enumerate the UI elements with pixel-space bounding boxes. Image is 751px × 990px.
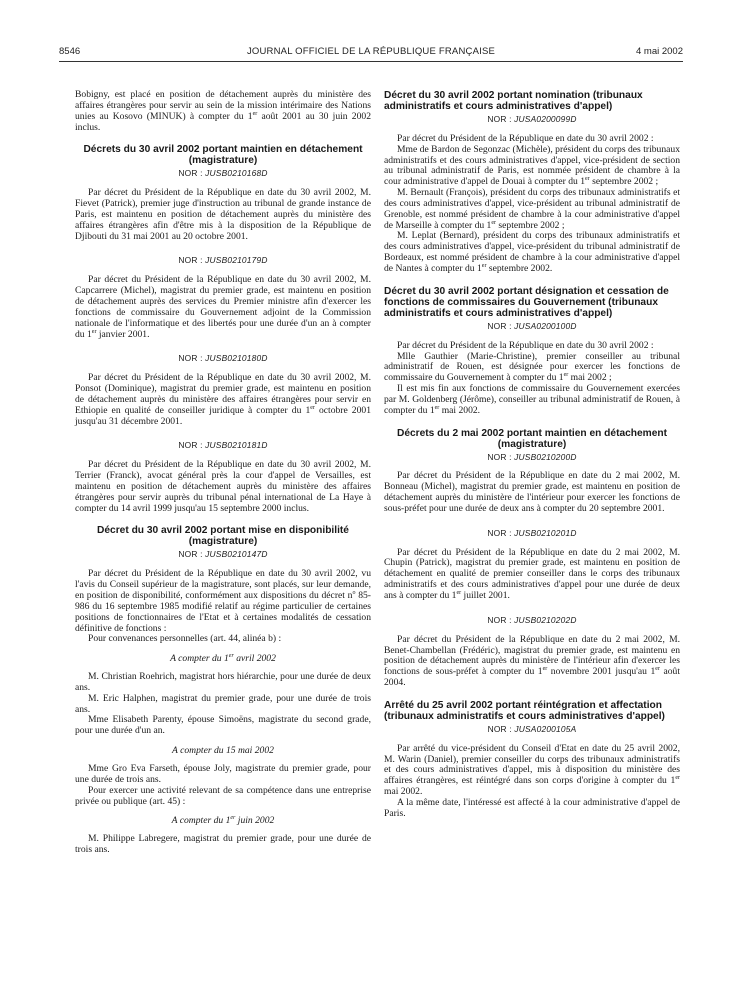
date-subheading: A compter du 15 mai 2002 xyxy=(172,745,274,757)
nor-reference: NOR : JUSB0210200D xyxy=(487,451,577,462)
publication-date: 4 mai 2002 xyxy=(635,46,683,57)
decree-paragraph: Par décret du Président de la République en date du 30 avril 2002, vu l'avis du Conseil supérieur de la magistrature, sont placés, sur leur demande, en position de disponibilité, conformément aux dispositions du décret $n^o$ 85-986 du 16 septembre 1985 modifié relatif au régime particulier de certaines positions de fonctionnaires de l'Etat et à certaines modalités de cessation définitive de fonctions : xyxy=(75,568,371,634)
section-title-maintien-1: Décrets du 30 avril 2002 portant maintien en détachement (magistrature) xyxy=(83,144,363,167)
page-number: 8546 xyxy=(59,46,81,57)
decree-paragraph: Par arrêté du vice-président du Conseil d'Etat en date du 25 avril 2002, M. Warin (Daniel), premier conseiller du corps des tribunaux administratifs et des cours administratives d'appel, mis à disposition du ministère des affaires étrangères, est réintégré dans son corps d'origine à compter du 1er mai 2002. xyxy=(384,742,680,798)
nor-reference: NOR : JUSB0210202D xyxy=(487,614,577,625)
nor-reference: NOR : JUSB0210168D xyxy=(178,168,268,179)
decree-paragraph: Par décret du Président de la République en date du 30 avril 2002 : xyxy=(397,339,654,351)
decree-paragraph: Mme Elisabeth Parenty, épouse Simoëns, magistrate du second grade, pour une durée d'un an. xyxy=(75,714,371,737)
decree-paragraph: Par décret du Président de la République en date du 30 avril 2002 : xyxy=(397,132,654,144)
journal-title: JOURNAL OFFICIEL DE LA RÉPUBLIQUE FRANÇAISE xyxy=(246,46,496,57)
decree-paragraph: M. Bernault (François), président du corps des tribunaux administratifs et des cours administratives d'appel, vice-président au tribunal administratif de Grenoble, est nommé président de chambre à la cour administrative d'appel de Marseille à compter du 1er septembre 2002 ; xyxy=(384,187,680,231)
section-title-reintegration: Arrêté du 25 avril 2002 portant réintégration et affectation (tribunaux administratifs et cours administratives d'appel) xyxy=(384,699,665,722)
decree-paragraph: M. Leplat (Bernard), président du corps des tribunaux administratifs et des cours administratives d'appel, vice-président du tribunal administratif de Bordeaux, est nommé président de chambre à la cour administrative d'appel de Nantes à compter du 1er septembre 2002. xyxy=(384,230,680,274)
decree-paragraph: Par décret du Président de la République en date du 30 avril 2002, M. Fievet (Patrick), premier juge d'instruction au tribunal de grande instance de Paris, est maintenu en position de détachement auprès du ministère des affaires étrangères afin d'être mis à la disposition de la République de Djibouti du 31 mai 2001 au 20 octobre 2001. xyxy=(75,187,371,242)
decree-paragraph: Par décret du Président de la République en date du 2 mai 2002, M. Benet-Chambellan (Frédéric), magistrat du premier grade, est maintenu en position de détachement auprès du ministère de l'intérieur afin d'exercer les fonctions de sous-préfet à compter du 1er novembre 2001 jusqu'au 1er août 2004. xyxy=(384,633,681,689)
decree-paragraph: Pour exercer une activité relevant de sa compétence dans une entreprise privée ou publique (art. 45) : xyxy=(75,784,371,807)
nor-reference: NOR : JUSA0200100D xyxy=(487,320,577,331)
decree-paragraph: Par décret du Président de la République en date du 30 avril 2002, M. Terrier (Franck), avocat général près la cour d'appel de Versailles, est maintenu en position de détachement auprès du ministère des affaires étrangères pour servir auprès du tribunal pénal international de La Haye à compter du 14 avril 1999 jusqu'au 15 septembre 2000 inclus. xyxy=(75,459,371,514)
decree-paragraph: M. Christian Roehrich, magistrat hors hiérarchie, pour une durée de deux ans. xyxy=(75,671,371,693)
decree-paragraph: Par décret du Président de la République en date du 2 mai 2002, M. Bonneau (Michel), magistrat du premier grade, est maintenu en position de détachement auprès du ministère de l'intérieur pour exercer les fonctions de sous-préfet pour une durée de deux ans à compter du 20 septembre 2001. xyxy=(384,470,680,514)
section-title-disponibilite: Décret du 30 avril 2002 portant mise en disponibilité (magistrature) xyxy=(97,525,349,548)
date-subheading: A compter du 1er avril 2002 xyxy=(170,653,276,665)
decree-paragraph: Mme de Bardon de Segonzac (Michèle), président du corps des tribunaux administratifs et des cours administratives d'appel, vice-président de section au tribunal administratif de Paris, est nommée président de chambre à la cour administrative d'appel de Douai à compter du 1er septembre 2002 ; xyxy=(384,143,680,188)
decree-paragraph: Mme Gro Eva Farseth, épouse Joly, magistrate du premier grade, pour une durée de trois ans. xyxy=(75,762,371,785)
intro-paragraph: Bobigny, est placé en position de détachement auprès du ministère des affaires étrangères pour servir au sein de la mission intérimaire des Nations unies au Kosovo (MINUK) à compter du 1er août 2001 au 30 juin 2002 inclus. xyxy=(75,89,371,133)
decree-paragraph: M. Eric Halphen, magistrat du premier grade, pour une durée de trois ans. xyxy=(75,692,371,715)
nor-reference: NOR : JUSB0210181D xyxy=(178,440,268,451)
left-column xyxy=(75,90,371,856)
nor-reference: NOR : JUSA0200099D xyxy=(487,114,577,124)
date-subheading: A compter du 1er juin 2002 xyxy=(171,815,275,827)
decree-paragraph: Par décret du Président de la République en date du 30 avril 2002, M. Capcarrere (Michel), magistrat du premier grade, est maintenu en position de détachement auprès des services du Premier ministre afin d'exercer les fonctions de commissaire du Gouvernement adjoint de la Commission nationale de l'informatique et des libertés pour une durée d'un an à compter du 1er janvier 2001. xyxy=(75,274,371,340)
decree-paragraph: A la même date, l'intéressé est affecté à la cour administrative d'appel de Paris. xyxy=(384,796,680,819)
right-column xyxy=(384,90,680,820)
nor-reference: NOR : JUSB0210179D xyxy=(178,255,268,266)
nor-reference: NOR : JUSB0210147D xyxy=(178,549,268,560)
decree-paragraph: Mlle Gauthier (Marie-Christine), premier conseiller au tribunal administratif de Rouen, est désignée pour exercer les fonctions de commissaire du Gouvernement à compter du 1er mai 2002 ; xyxy=(384,350,680,384)
section-title-maintien-2: Décrets du 2 mai 2002 portant maintien en détachement (magistrature) xyxy=(396,427,668,450)
section-title-designation: Décret du 30 avril 2002 portant désignation et cessation de fonctions de commissaires du Gouvernement (tribunaux administratifs et cours administratives d'appel) xyxy=(384,285,669,319)
decree-paragraph: Par décret du Président de la République en date du 2 mai 2002, M. Chupin (Patrick), magistrat du premier grade, est maintenu en position de détachement en qualité de premier conseiller dans le corps des tribunaux administratifs et des cours administratives d'appel pour une durée de deux ans à compter du 1er juillet 2001. xyxy=(384,546,680,601)
decree-paragraph: M. Philippe Labregere, magistrat du premier grade, pour une durée de trois ans. xyxy=(75,833,371,856)
nor-reference: NOR : JUSB0210180D xyxy=(178,353,268,364)
nor-reference: NOR : JUSB0210201D xyxy=(487,527,577,538)
decree-paragraph: Par décret du Président de la République en date du 30 avril 2002, M. Ponsot (Dominique), magistrat du premier grade, est maintenu en position de détachement auprès du ministère des affaires étrangères pour servir en Ethiopie en qualité de conseiller juridique à compter du 1er octobre 2001 jusqu'au 31 décembre 2001. xyxy=(75,372,371,427)
header-rule xyxy=(59,61,683,62)
section-title-nomination: Décret du 30 avril 2002 portant nomination (tribunaux administratifs et cours administratives d'appel) xyxy=(384,90,643,112)
decree-paragraph: Pour convenances personnelles (art. 44, alinéa b) : xyxy=(88,633,282,645)
page-header xyxy=(59,44,683,60)
decree-paragraph: Il est mis fin aux fonctions de commissaire du Gouvernement exercées par M. Goldenberg (Jérôme), conseiller au tribunal administratif de Rouen, à compter du 1er mai 2002. xyxy=(384,383,680,416)
nor-reference: NOR : JUSA0200105A xyxy=(487,723,577,734)
